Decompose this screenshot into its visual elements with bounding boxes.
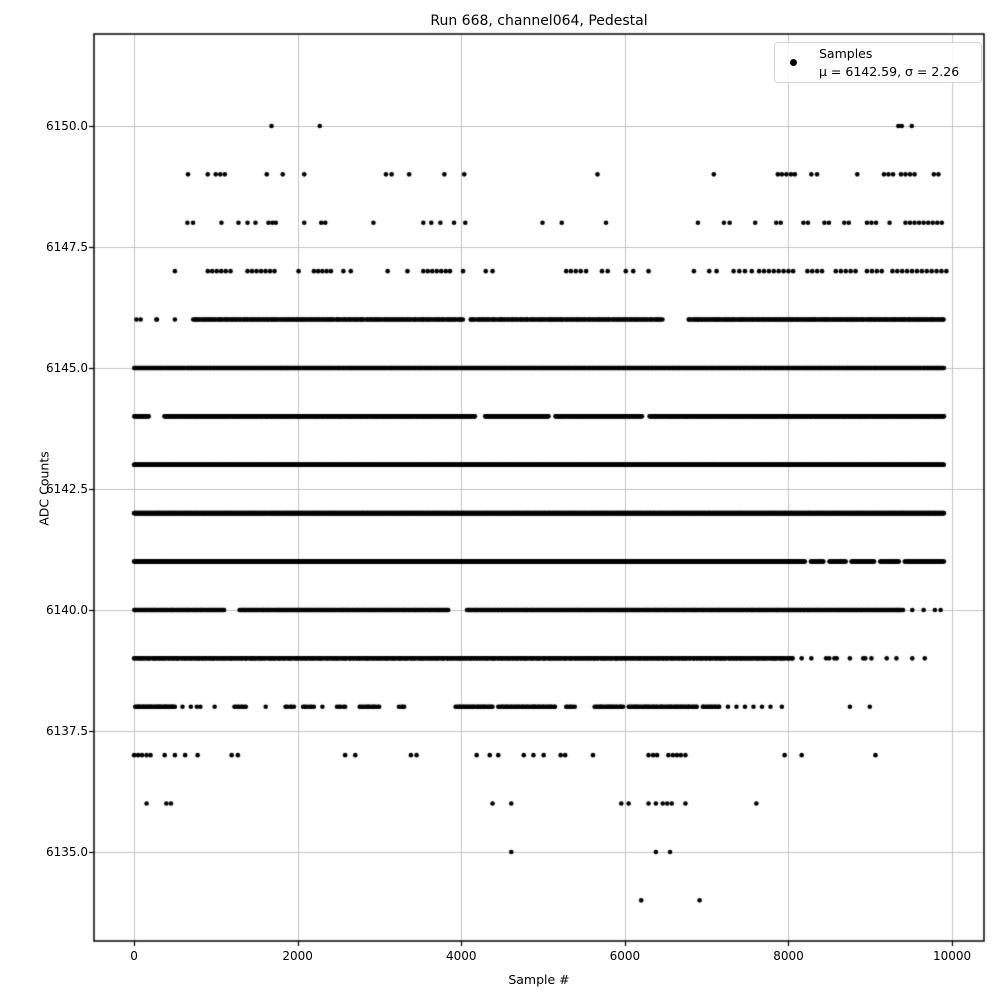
y-tick-label: 6140.0 — [46, 602, 88, 617]
x-axis-label: Sample # — [508, 972, 570, 987]
y-tick-label: 6145.0 — [46, 360, 88, 375]
y-tick-label: 6147.5 — [46, 239, 88, 254]
y-axis-label: ADC Counts — [36, 451, 52, 526]
y-tick-label: 6142.5 — [46, 481, 88, 496]
y-tick-label: 6135.0 — [46, 844, 88, 859]
scatter-marker-icon — [790, 59, 797, 66]
legend — [774, 42, 982, 83]
x-tick-label: 4000 — [446, 949, 477, 963]
y-tick-label: 6150.0 — [46, 118, 88, 133]
legend-stats-label: μ = 6142.59, σ = 2.26 — [819, 63, 960, 79]
chart-title: Run 668, channel064, Pedestal — [430, 13, 648, 29]
x-tick-label: 8000 — [773, 949, 804, 963]
x-tick-label: 2000 — [282, 949, 313, 963]
legend-series-label: Samples — [819, 45, 873, 61]
x-tick-label: 10000 — [933, 949, 972, 963]
x-tick-label: 0 — [130, 949, 138, 963]
y-tick-label: 6137.5 — [46, 723, 88, 738]
x-tick-label: 6000 — [609, 949, 641, 963]
